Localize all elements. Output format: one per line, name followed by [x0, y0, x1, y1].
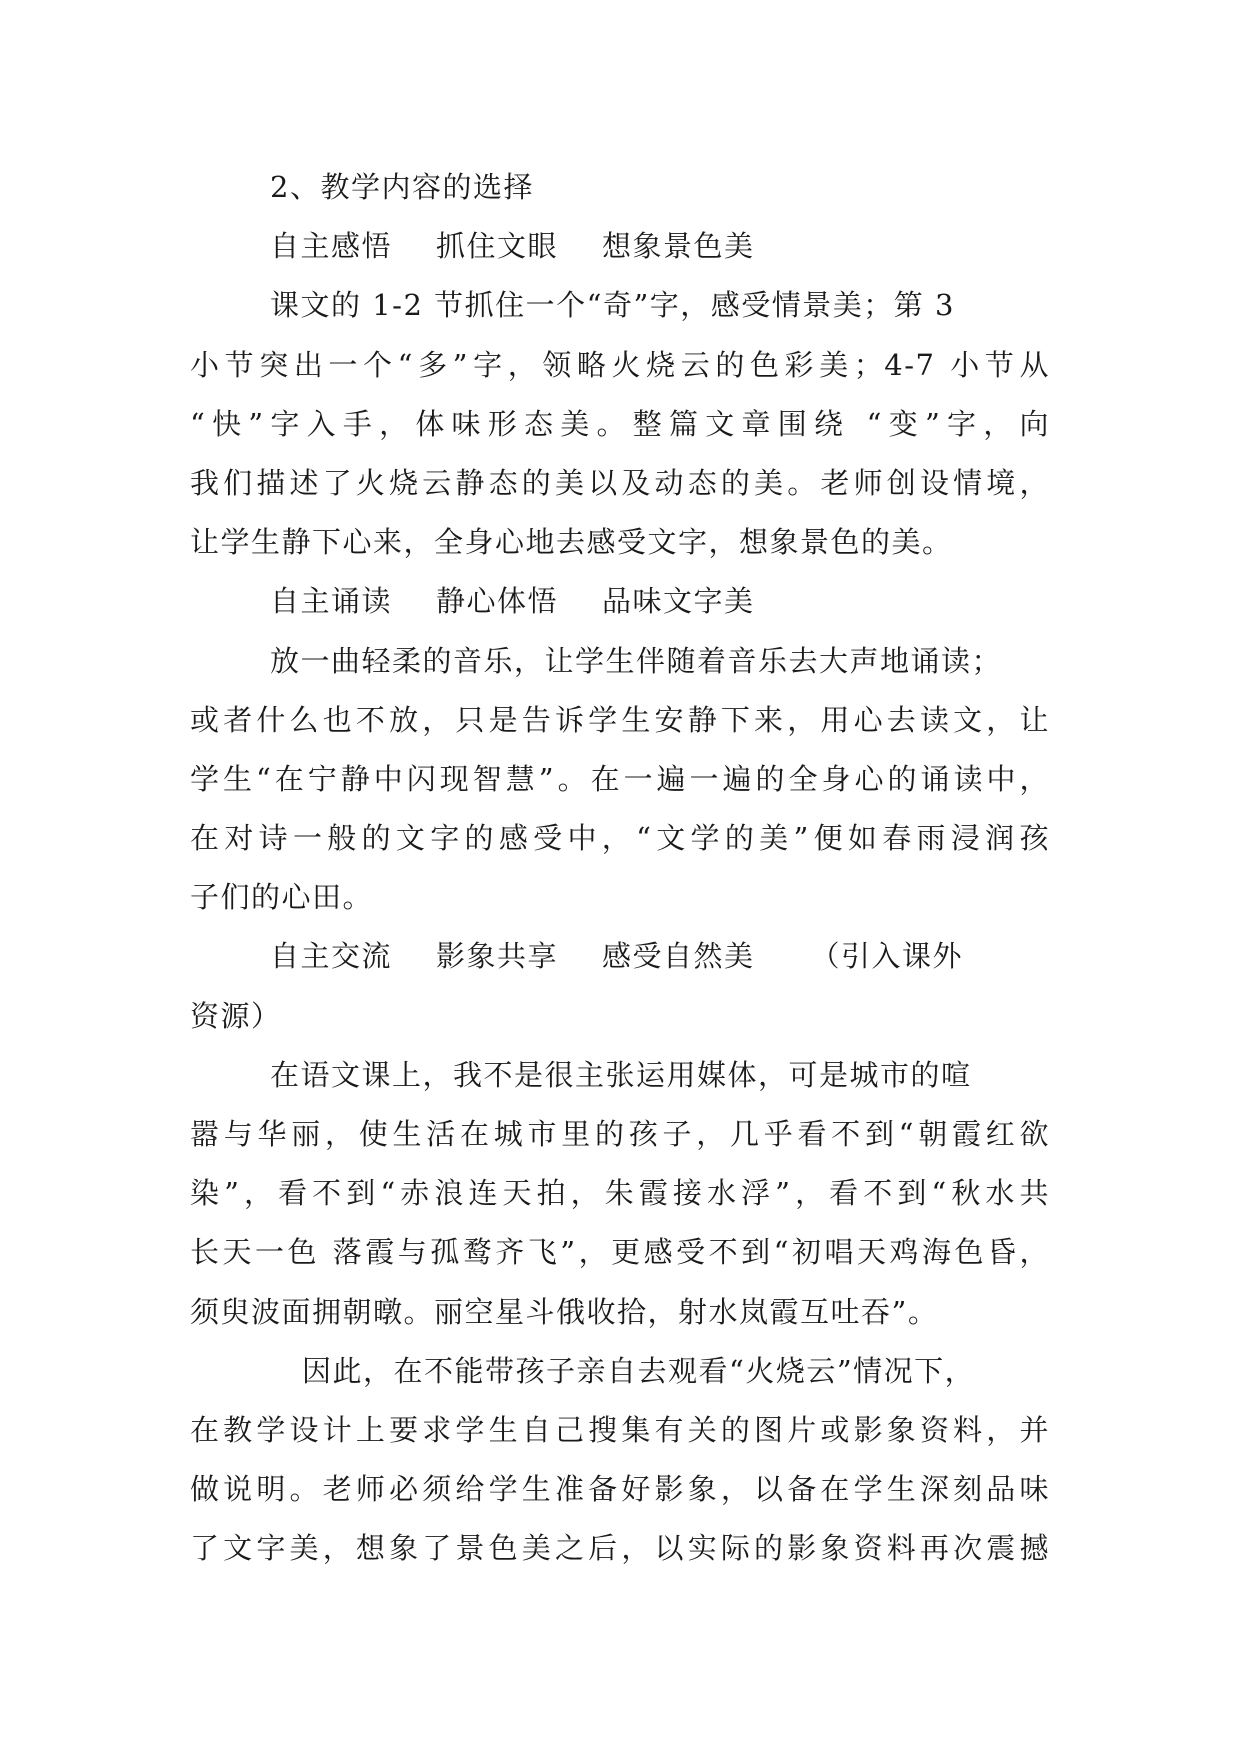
- title-part: 品味文字美: [602, 584, 755, 619]
- paragraph-line: 做说明。老师必须给学生准备好影象，以备在学生深刻品味: [190, 1472, 1050, 1507]
- paragraph-line: 了文字美，想象了景色美之后，以实际的影象资料再次震撼: [190, 1531, 1050, 1566]
- paragraph-line: 长天一色 落霞与孤鹜齐飞”，更感受不到“初唱天鸡海色昏，: [190, 1235, 1050, 1270]
- title-part: （引入课外: [810, 939, 964, 974]
- paragraph-line: 小节突出一个“多”字，领略火烧云的色彩美；4-7 小节从: [190, 347, 1050, 382]
- title-part: 抓住文眼: [436, 229, 559, 264]
- subsection-title-3: [190, 927, 1050, 986]
- section-heading: 2、教学内容的选择: [270, 170, 534, 204]
- subsection-title-1: [190, 217, 1050, 276]
- subsection-title-2: [190, 572, 1050, 631]
- paragraph-line: 在对诗一般的文字的感受中，“文学的美”便如春雨浸润孩: [190, 821, 1050, 856]
- title-part: 感受自然美: [602, 939, 755, 974]
- title-part: 自主诵读: [270, 584, 393, 619]
- title-part: 自主交流: [270, 939, 393, 974]
- paragraph-line: 在语文课上，我不是很主张运用媒体，可是城市的喧: [270, 1057, 972, 1092]
- paragraph-line: 因此，在不能带孩子亲自去观看“火烧云”情况下，: [302, 1353, 976, 1388]
- subsection-title-3-cont: 资源）: [190, 998, 282, 1033]
- paragraph-line: 染”，看不到“赤浪连天拍，朱霞接水浮”，看不到“秋水共: [190, 1176, 1050, 1211]
- paragraph-line: 须臾波面拥朝暾。丽空星斗俄收拾，射水岚霞互吐吞”。: [190, 1294, 939, 1329]
- title-part: 自主感悟: [270, 229, 393, 264]
- paragraph-line: 嚣与华丽，使生活在城市里的孩子，几乎看不到“朝霞红欲: [190, 1117, 1050, 1151]
- paragraph-line: 在教学设计上要求学生自己搜集有关的图片或影象资料，并: [190, 1412, 1050, 1447]
- title-part: 影象共享: [436, 939, 559, 974]
- paragraph-line: 子们的心田。: [190, 880, 374, 915]
- paragraph-line: 我们描述了火烧云静态的美以及动态的美。老师创设情境，: [190, 465, 1050, 500]
- paragraph-line: 让学生静下心来，全身心地去感受文字，想象景色的美。: [190, 525, 953, 560]
- title-part: 想象景色美: [602, 229, 755, 264]
- paragraph-line: 课文的 1-2 节抓住一个“奇”字，感受情景美；第 3: [270, 288, 955, 323]
- title-part: 静心体悟: [436, 584, 559, 619]
- document-page: [190, 158, 1050, 1579]
- paragraph-line: 或者什么也不放，只是告诉学生安静下来，用心去读文，让: [190, 702, 1050, 737]
- paragraph-line: 放一曲轻柔的音乐，让学生伴随着音乐去大声地诵读；: [270, 643, 1003, 678]
- paragraph-line: “快”字入手，体味形态美。整篇文章围绕 “变”字，向: [190, 406, 1050, 441]
- paragraph-line: 学生“在宁静中闪现智慧”。在一遍一遍的全身心的诵读中，: [190, 761, 1050, 796]
